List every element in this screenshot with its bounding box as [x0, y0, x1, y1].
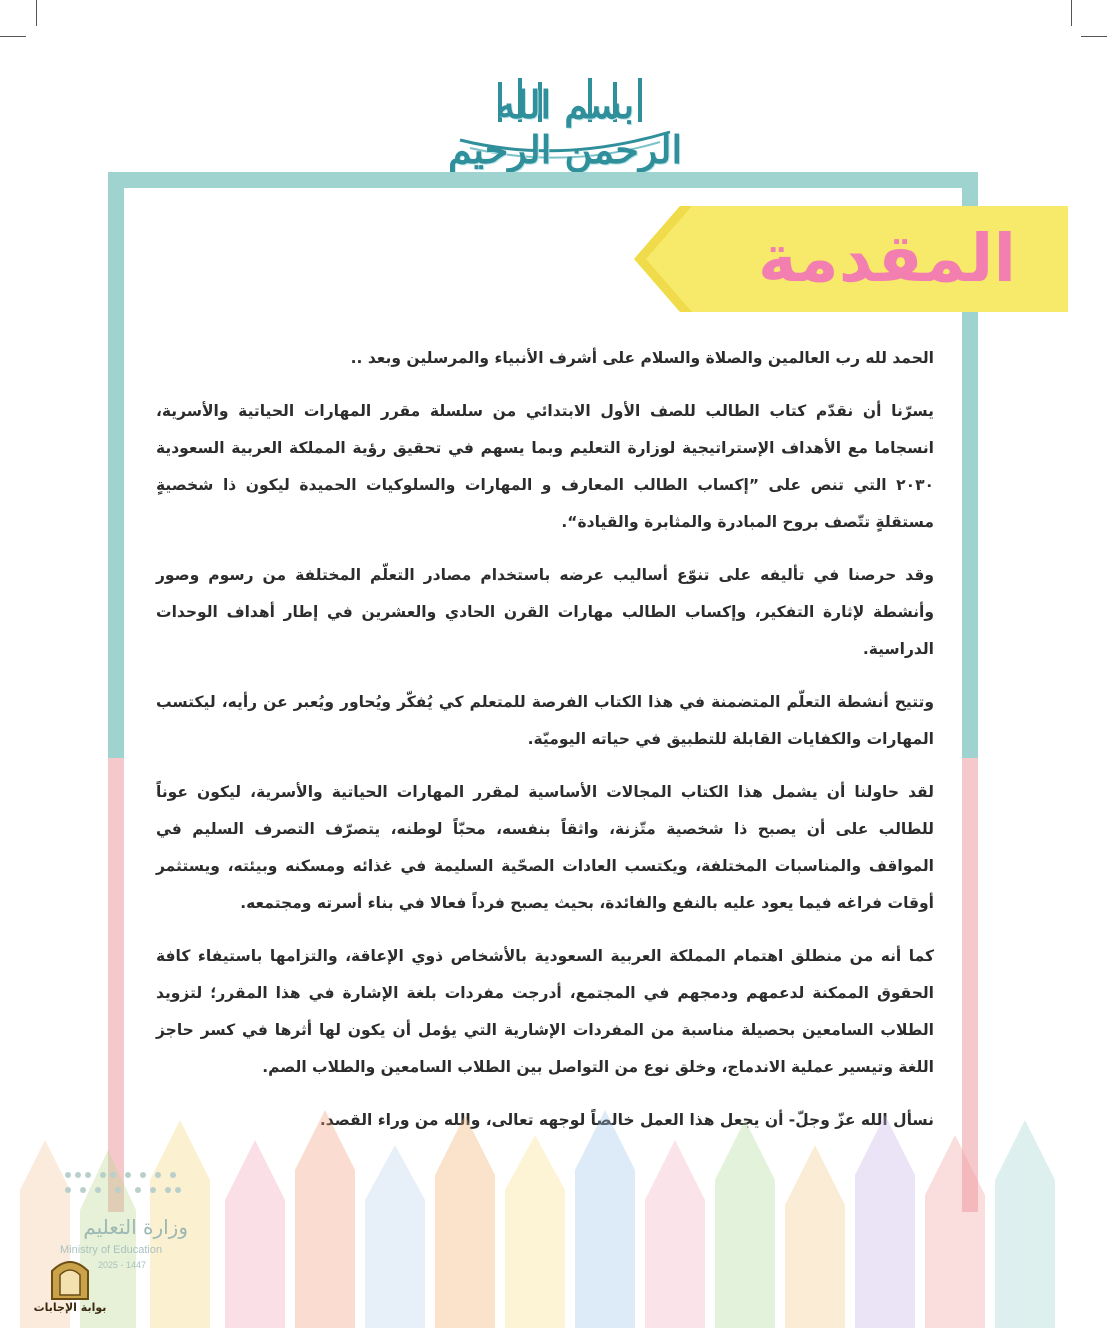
section-title: المقدمة: [757, 220, 1017, 297]
crop-mark: [1081, 36, 1107, 37]
ministry-emblem-icon: [58, 1160, 188, 1210]
badge-label: بوابة الإجابات: [33, 1301, 107, 1314]
answers-gateway-badge: [30, 1255, 110, 1325]
frame-top-bar: [108, 172, 978, 188]
paragraph: لقد حاولنا أن يشمل هذا الكتاب المجالات الأساسية لمقرر المهارات الحياتية والأسرية، ليكون عوناً للطالب على أن يصبح ذا شخصية متّزنة، واثقاً بنفسه، محبّاً لوطنه، يتصرّف التصرف السليم في المواقف والمناسبات المختلفة، ويكتسب العادات الصحّية السليمة في غذائه ومسكنه وبيئته، ويستثمر أوقات فراغه فيما يعود عليه بالنفع والفائدة، بحيث يصبح فرداً فعالا في بناء أسرته ومجتمعه.: [156, 783, 934, 912]
bismillah-text: بسم الله الرحمن الرحيم: [447, 82, 683, 172]
paragraph: وتتيح أنشطة التعلّم المتضمنة في هذا الكتاب الفرصة للمتعلم كي يُفكّر ويُحاور ويُعبر عن رأيه، ليكتسب المهارات والكفايات القابلة للتطبيق في حياته اليوميّة.: [156, 693, 934, 748]
paragraph: الحمد لله رب العالمين والصلاة والسلام على أشرف الأنبياء والمرسلين وبعد ..: [350, 349, 934, 367]
paragraph: يسرّنا أن نقدّم كتاب الطالب للصف الأول الابتدائي من سلسلة مقرر المهارات الحياتية والأسرية، انسجاما مع الأهداف الإستراتيجية لوزارة التعليم وبما يسهم في تحقيق رؤية المملكة العربية السعودية ٢٠٣٠ التي تنص على ”إكساب الطالب المعارف و المهارات والسلوكيات الحميدة ليكون ذا شخصيةٍ مستقلةٍ تتّصف بروح المبادرة والمثابرة والقيادة“.: [156, 402, 934, 531]
paragraph: كما أنه من منطلق اهتمام المملكة العربية السعودية بالأشخاص ذوي الإعاقة، والتزامها باستيفاء كافة الحقوق الممكنة لدعمهم ودمجهم في المجتمع، أدرجت مفردات بلغة الإشارة في هذا المقرر؛ لتزويد الطلاب السامعين بحصيلة مناسبة من المفردات الإشارية التي يؤمل أن يكون لها أثرها في كسر حاجز اللغة وتيسير عملية الاندماج، وخلق نوع من التواصل بين الطلاب السامعين والطلاب الصم.: [156, 947, 934, 1076]
crop-mark: [1071, 0, 1072, 26]
gateway-emblem-icon: [30, 1255, 110, 1301]
paragraph: وقد حرصنا في تأليفه على تنوّع أساليب عرضه باستخدام مصادر التعلّم المختلفة من رسوم وصور وأنشطة لإثارة التفكير، وإكساب الطالب مهارات القرن الحادي والعشرين في إطار أهداف الوحدات الدراسية.: [156, 566, 934, 658]
ministry-name-en: Ministry of Education: [60, 1244, 163, 1256]
bismillah-calligraphy: [440, 70, 690, 172]
title-banner: [632, 204, 1070, 314]
frame-left-teal: [108, 172, 124, 758]
ministry-name-ar: وزارة التعليم: [83, 1215, 188, 1239]
ministry-year: 2025 - 1447: [98, 1260, 147, 1270]
introduction-text: [156, 340, 934, 1155]
paragraph: نسأل الله عزّ وجلّ- أن يجعل هذا العمل خالصاً لوجهه تعالى، والله من وراء القصد.: [319, 1111, 934, 1129]
crop-mark: [0, 36, 26, 37]
crop-mark: [36, 0, 37, 26]
